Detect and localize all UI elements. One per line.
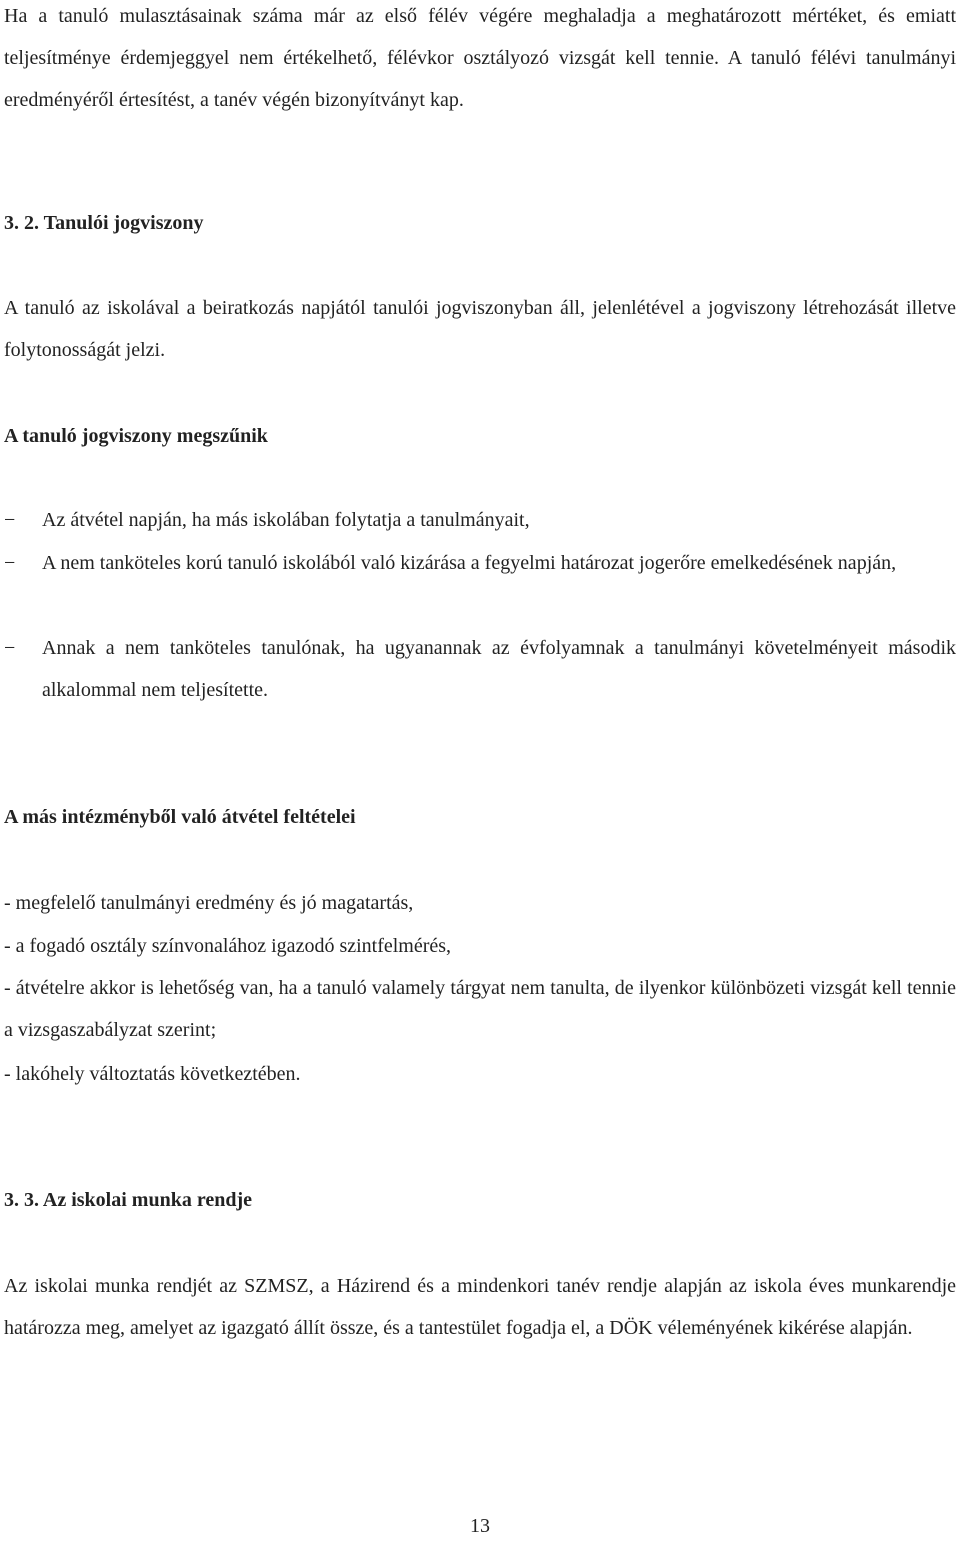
section-3-2-heading: 3. 2. Tanulói jogviszony: [4, 212, 204, 234]
dash-bullet: −: [4, 637, 16, 659]
transfer-heading: A más intézményből való átvétel feltételei: [4, 806, 356, 828]
transfer-line: - átvételre akkor is lehetőség van, ha a tanuló valamely tárgyat nem tanulta, de ilyenkor különbözeti vizsgát kell tennie a vizsgaszabályzat szerint;: [4, 977, 956, 1041]
page-number: 13: [470, 1515, 490, 1537]
intro-paragraph: Ha a tanuló mulasztásainak száma már az első félév végére meghaladja a meghatározott mértéket, és emiatt teljesítménye érdemjeggyel nem értékelhető, félévkor osztályozó vizsgát kell tennie. A tanuló félévi tanulmányi eredményéről értesítést, a tanév végén bizonyítványt kap.: [4, 5, 956, 111]
dash-bullet: −: [4, 509, 16, 531]
termination-heading: A tanuló jogviszony megszűnik: [4, 425, 268, 447]
termination-item-text: A nem tanköteles korú tanuló iskolából való kizárása a fegyelmi határozat jogerőre emelkedésének napján,: [42, 552, 897, 574]
transfer-line: - lakóhely változtatás következtében.: [4, 1063, 301, 1085]
section-3-3-paragraph: Az iskolai munka rendjét az SZMSZ, a Házirend és a mindenkori tanév rendje alapján az iskola éves munkarendje határozza meg, amelyet az igazgató állít össze, és a tantestület fogadja el, a DÖK véleményének kikérése alapján.: [4, 1275, 956, 1339]
termination-list-item: [4, 627, 956, 711]
termination-item-text: Az átvétel napján, ha más iskolában folytatja a tanulmányait,: [42, 509, 530, 531]
transfer-line: - megfelelő tanulmányi eredmény és jó magatartás,: [4, 892, 414, 914]
termination-list-item: [4, 499, 956, 541]
termination-item-text: Annak a nem tanköteles tanulónak, ha ugyanannak az évfolyamnak a tanulmányi követelményeit második alkalommal nem teljesítette.: [42, 637, 956, 701]
section-3-3-heading: 3. 3. Az iskolai munka rendje: [4, 1189, 252, 1211]
section-3-2-paragraph: A tanuló az iskolával a beiratkozás napjától tanulói jogviszonyban áll, jelenlétével a jogviszony létrehozását illetve folytonosságát jelzi.: [4, 297, 956, 361]
termination-list-item: [4, 542, 956, 584]
transfer-line: - a fogadó osztály színvonalához igazodó szintfelmérés,: [4, 935, 452, 957]
dash-bullet: −: [4, 552, 16, 574]
